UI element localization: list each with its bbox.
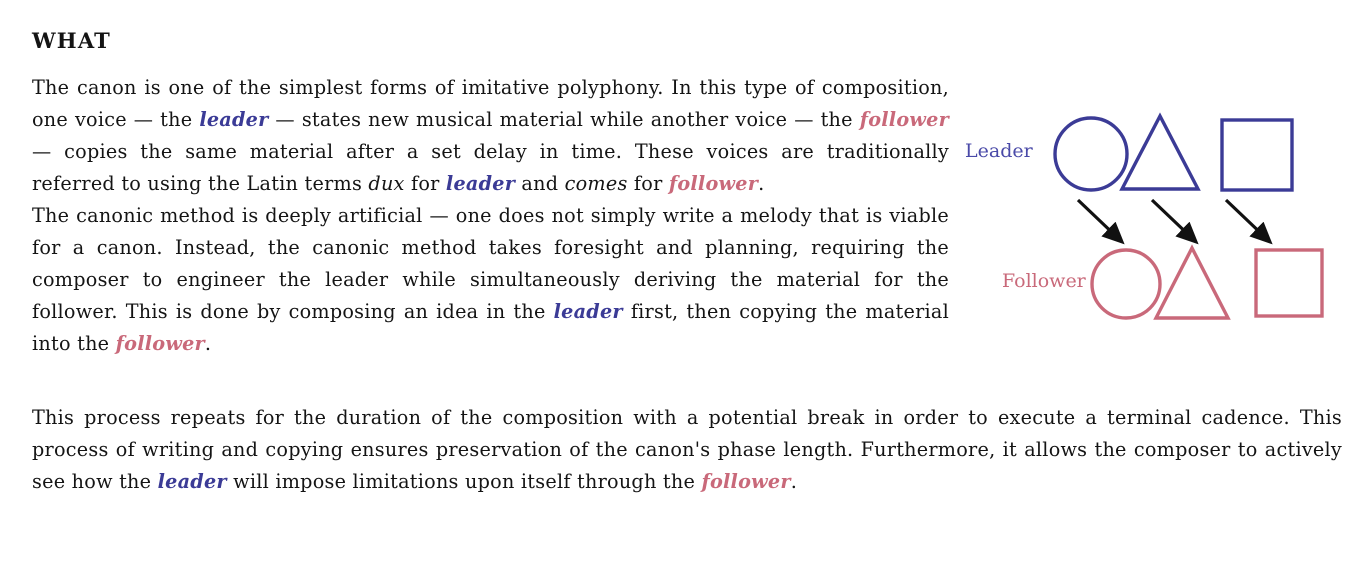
p1-part-e: and: [515, 172, 565, 195]
canon-figure: [960, 92, 1360, 337]
arrow-triangle: [1152, 200, 1194, 240]
paragraph-one: [32, 72, 949, 200]
p2-part-b: first, then copying the material into the: [32, 300, 949, 355]
p3-part-c: .: [790, 470, 798, 493]
paragraph-three: [32, 402, 1342, 498]
p1-part-b: — states new musical material while another voice — the: [268, 108, 860, 131]
p1-part-a: The canon is one of the simplest forms of imitative polyphony. In this type of composition, one voice — the: [32, 76, 949, 131]
term-follower: follower: [668, 172, 759, 195]
p1-part-d: for: [404, 172, 446, 195]
p3-part-a: This process repeats for the duration of the composition with a potential break in order to execute a terminal cadence. This process of writing and copying ensures preservation of the canon's phase length. Furthermore, it allows the composer to actively see how the: [32, 406, 1342, 493]
p1-part-f: for: [627, 172, 669, 195]
arrow-square: [1226, 200, 1268, 240]
term-dux: dux: [368, 172, 405, 195]
term-leader: leader: [157, 470, 227, 493]
leader-triangle-icon: [1122, 116, 1198, 189]
p1-part-c: — copies the same material after a set delay in time. These voices are traditionally referred to using the Latin terms: [32, 140, 949, 195]
section-heading: WHAT: [32, 28, 111, 53]
term-follower: follower: [115, 332, 205, 355]
term-leader: leader: [553, 300, 623, 323]
follower-circle-icon: [1092, 250, 1160, 318]
p3-part-b: will impose limitations upon itself through the: [226, 470, 702, 493]
term-leader: leader: [445, 172, 516, 195]
leader-circle-icon: [1055, 118, 1127, 190]
term-leader: leader: [199, 108, 269, 131]
follower-square-icon: [1256, 250, 1322, 316]
arrow-circle: [1078, 200, 1120, 240]
term-follower: follower: [701, 470, 791, 493]
leader-square-icon: [1222, 120, 1292, 190]
p2-part-c: .: [204, 332, 212, 355]
full-width-text: [32, 402, 1342, 498]
follower-triangle-icon: [1156, 248, 1228, 318]
figure-graphic: [960, 92, 1360, 337]
figure-leader-label: Leader: [965, 140, 1033, 162]
paragraph-two: [32, 200, 949, 360]
term-follower: follower: [859, 108, 949, 131]
p1-part-g: .: [758, 172, 765, 195]
term-comes: comes: [564, 172, 628, 195]
p2-part-a: The canonic method is deeply artificial — one does not simply write a melody that is viable for a canon. Instead, the canonic method takes foresight and planning, requiring the composer to engineer the leader while simultaneously deriving the material for the follower. This is done by composing an idea in the: [32, 204, 949, 323]
figure-follower-label: Follower: [1002, 270, 1086, 292]
left-column-text: [32, 72, 949, 360]
